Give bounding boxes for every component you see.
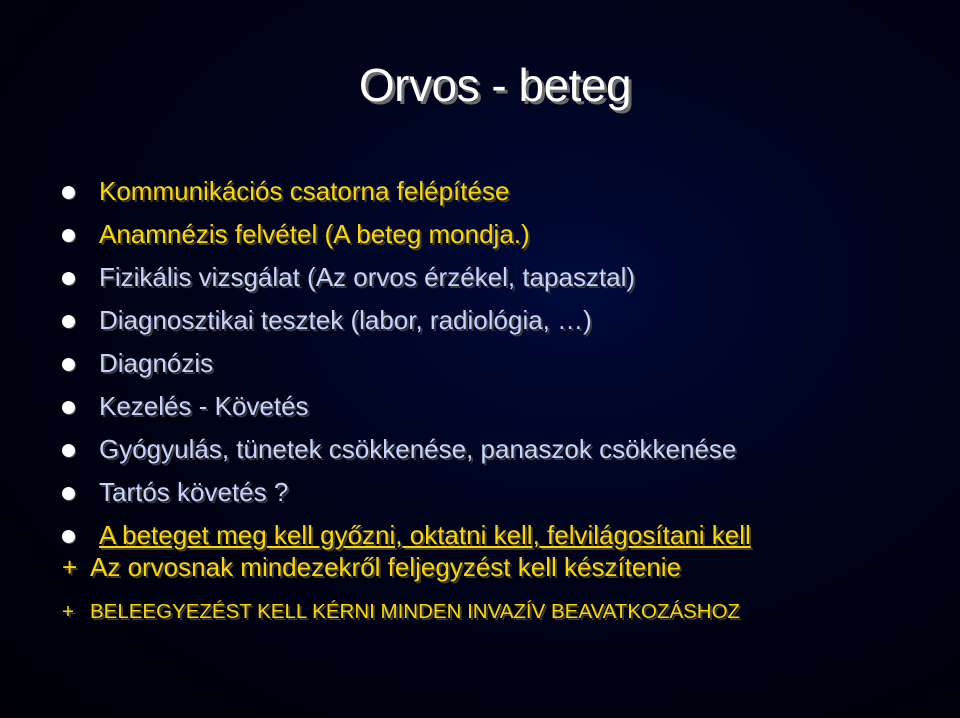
slide-title: Orvos - beteg bbox=[358, 59, 632, 111]
bullet-text: Tartós követés ? bbox=[99, 477, 289, 507]
bullet-item-link[interactable] bbox=[62, 514, 751, 557]
bullet-dot-icon bbox=[62, 530, 75, 543]
bullet-dot-icon bbox=[62, 487, 75, 500]
bullet-text: Anamnézis felvétel (A beteg mondja.) bbox=[99, 219, 530, 249]
bullet-dot-icon bbox=[62, 186, 75, 199]
bullet-dot-icon bbox=[62, 315, 75, 328]
bullet-dot-icon bbox=[62, 444, 75, 457]
plus-icon: + bbox=[62, 600, 74, 623]
bullet-item bbox=[62, 342, 751, 385]
note-line-documentation bbox=[62, 552, 681, 583]
bullet-text: Gyógyulás, tünetek csökkenése, panaszok csökkenése bbox=[99, 434, 737, 464]
bullet-item bbox=[62, 385, 751, 428]
plus-icon: + bbox=[62, 552, 78, 582]
note-line-consent bbox=[62, 600, 740, 624]
bullet-item bbox=[62, 471, 751, 514]
bullet-item bbox=[62, 428, 751, 471]
bullet-item bbox=[62, 213, 751, 256]
bullet-item bbox=[62, 170, 751, 213]
bullet-list bbox=[62, 170, 751, 557]
bullet-text: Diagnosztikai tesztek (labor, radiológia, …) bbox=[99, 305, 592, 335]
bullet-item bbox=[62, 256, 751, 299]
bullet-dot-icon bbox=[62, 358, 75, 371]
bullet-link-text[interactable]: A beteget meg kell győzni, oktatni kell, felvilágosítani kell bbox=[99, 520, 751, 550]
bullet-item bbox=[62, 299, 751, 342]
bullet-dot-icon bbox=[62, 401, 75, 414]
note-text: Az orvosnak mindezekről feljegyzést kell készítenie bbox=[90, 552, 682, 582]
bullet-text: Kezelés - Követés bbox=[99, 391, 309, 421]
bullet-text: Kommunikációs csatorna felépítése bbox=[99, 176, 510, 206]
bullet-dot-icon bbox=[62, 229, 75, 242]
bullet-text: Diagnózis bbox=[99, 348, 214, 378]
note-text: BELEEGYEZÉST KELL KÉRNI MINDEN INVAZÍV BEAVATKOZÁSHOZ bbox=[90, 600, 741, 623]
bullet-dot-icon bbox=[62, 272, 75, 285]
bullet-text: Fizikális vizsgálat (Az orvos érzékel, tapasztal) bbox=[99, 262, 636, 292]
